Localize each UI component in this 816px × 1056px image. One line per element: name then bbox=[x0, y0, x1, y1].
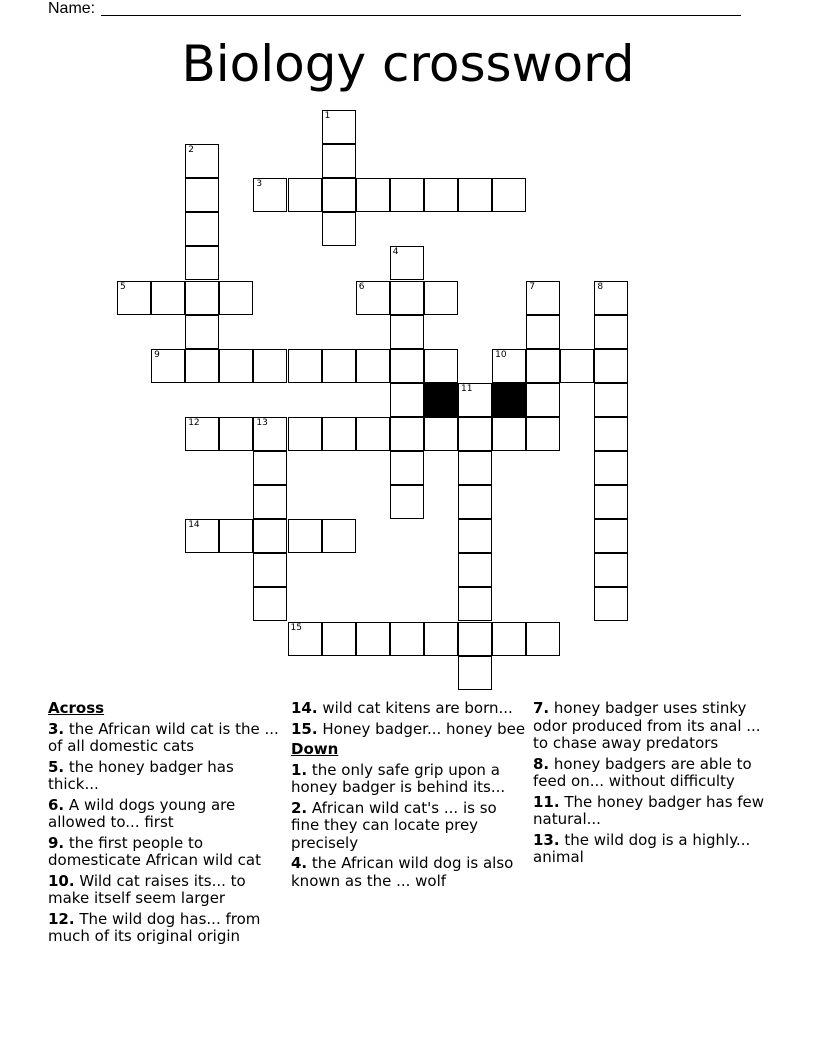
crossword-cell[interactable] bbox=[458, 178, 492, 212]
crossword-cell[interactable] bbox=[322, 622, 356, 656]
crossword-cell[interactable] bbox=[219, 417, 253, 451]
crossword-cell[interactable] bbox=[458, 622, 492, 656]
crossword-cell[interactable] bbox=[594, 383, 628, 417]
crossword-cell[interactable] bbox=[390, 315, 424, 349]
clue-down-11: 11. The honey badger has few natural... bbox=[533, 792, 765, 828]
crossword-cell[interactable] bbox=[390, 178, 424, 212]
crossword-cell[interactable] bbox=[560, 349, 594, 383]
crossword-cell[interactable] bbox=[424, 417, 458, 451]
crossword-cell[interactable] bbox=[288, 519, 322, 553]
clue-down-1: 1. the only safe grip upon a honey badger is behind its... bbox=[291, 760, 506, 796]
crossword-cell[interactable] bbox=[253, 553, 287, 587]
crossword-cell[interactable] bbox=[526, 383, 560, 417]
page-title: Biology crossword bbox=[181, 35, 635, 93]
clue-across-9: 9. the first people to domesticate African wild cat bbox=[48, 833, 261, 869]
crossword-cell[interactable] bbox=[185, 417, 219, 451]
crossword-cell[interactable] bbox=[356, 349, 390, 383]
crossword-cell[interactable] bbox=[288, 622, 322, 656]
crossword-cell[interactable] bbox=[219, 281, 253, 315]
crossword-cell[interactable] bbox=[219, 519, 253, 553]
crossword-cell[interactable] bbox=[390, 383, 424, 417]
crossword-cell[interactable] bbox=[356, 622, 390, 656]
crossword-cell[interactable] bbox=[185, 178, 219, 212]
clue-down-8: 8. honey badgers are able to feed on... without difficulty bbox=[533, 754, 752, 790]
crossword-cell[interactable] bbox=[424, 281, 458, 315]
cell-number: 11 bbox=[461, 383, 473, 394]
crossword-cell[interactable] bbox=[390, 349, 424, 383]
crossword-cell[interactable] bbox=[594, 417, 628, 451]
crossword-cell[interactable] bbox=[322, 212, 356, 246]
crossword-cell[interactable] bbox=[526, 622, 560, 656]
clue-across-10: 10. Wild cat raises its... to make itself seem larger bbox=[48, 871, 246, 907]
crossword-cell[interactable] bbox=[458, 451, 492, 485]
cell-number: 12 bbox=[188, 417, 200, 428]
crossword-cell[interactable] bbox=[458, 417, 492, 451]
clue-down-2: 2. African wild cat's ... is so fine they can locate prey precisely bbox=[291, 798, 497, 852]
crossword-cell[interactable] bbox=[322, 349, 356, 383]
crossword-cell[interactable] bbox=[185, 144, 219, 178]
crossword-cell[interactable] bbox=[151, 281, 185, 315]
crossword-cell[interactable] bbox=[424, 349, 458, 383]
crossword-cell[interactable] bbox=[322, 110, 356, 144]
crossword-cell[interactable] bbox=[390, 417, 424, 451]
cell-number: 14 bbox=[188, 520, 200, 531]
crossword-cell[interactable] bbox=[390, 246, 424, 280]
crossword-cell[interactable] bbox=[322, 519, 356, 553]
crossword-cell[interactable] bbox=[594, 349, 628, 383]
cell-number: 7 bbox=[529, 281, 535, 292]
clues-column-1 bbox=[48, 700, 284, 949]
cell-number: 15 bbox=[290, 622, 302, 633]
crossword-cell[interactable] bbox=[526, 349, 560, 383]
cell-number: 1 bbox=[324, 111, 331, 121]
crossword-cell[interactable] bbox=[253, 349, 287, 383]
crossword-cell[interactable] bbox=[288, 349, 322, 383]
crossword-cell[interactable] bbox=[322, 144, 356, 178]
crossword-cell[interactable] bbox=[424, 622, 458, 656]
clue-down-13: 13. the wild dog is a highly... animal bbox=[533, 830, 751, 866]
cell-number: 8 bbox=[597, 281, 604, 292]
crossword-cell[interactable] bbox=[117, 281, 151, 315]
crossword-cell[interactable] bbox=[356, 417, 390, 451]
crossword-cell[interactable] bbox=[594, 315, 628, 349]
crossword-cell[interactable] bbox=[390, 451, 424, 485]
crossword-cell[interactable] bbox=[594, 519, 628, 553]
crossword-cell[interactable] bbox=[253, 417, 287, 451]
crossword-cell[interactable] bbox=[390, 622, 424, 656]
crossword-cell[interactable] bbox=[458, 383, 492, 417]
cell-number: 4 bbox=[392, 247, 399, 258]
crossword-cell[interactable] bbox=[219, 349, 253, 383]
cell-number: 9 bbox=[154, 349, 160, 360]
crossword-black-cell bbox=[424, 383, 458, 417]
crossword-cell[interactable] bbox=[356, 178, 390, 212]
crossword-cell[interactable] bbox=[253, 451, 287, 485]
crossword-cell[interactable] bbox=[253, 485, 287, 519]
cell-number: 6 bbox=[358, 281, 365, 292]
cell-number: 3 bbox=[256, 179, 263, 190]
crossword-cell[interactable] bbox=[253, 519, 287, 553]
crossword-cell[interactable] bbox=[322, 178, 356, 212]
clue-down-4: 4. the African wild dog is also known as the ... wolf bbox=[291, 854, 514, 890]
crossword-cell[interactable] bbox=[185, 519, 219, 553]
crossword-cell[interactable] bbox=[594, 485, 628, 519]
crossword-cell[interactable] bbox=[458, 485, 492, 519]
crossword-cell[interactable] bbox=[356, 281, 390, 315]
clue-across-15: 15. Honey badger... honey bee bbox=[291, 719, 526, 738]
down-heading: Down bbox=[291, 740, 339, 758]
crossword-cell[interactable] bbox=[185, 281, 219, 315]
crossword-cell[interactable] bbox=[492, 349, 526, 383]
crossword-cell[interactable] bbox=[288, 417, 322, 451]
crossword-cell[interactable] bbox=[288, 178, 322, 212]
crossword-cell[interactable] bbox=[594, 587, 628, 621]
crossword-cell[interactable] bbox=[492, 622, 526, 656]
crossword-cell[interactable] bbox=[458, 519, 492, 553]
crossword-cell[interactable] bbox=[594, 281, 628, 315]
clue-across-5: 5. the honey badger has thick... bbox=[48, 757, 234, 793]
cell-number: 13 bbox=[256, 417, 268, 428]
crossword-cell[interactable] bbox=[526, 417, 560, 451]
name-label: Name: bbox=[48, 0, 96, 17]
crossword-cell[interactable] bbox=[253, 587, 287, 621]
across-heading: Across bbox=[48, 699, 105, 717]
crossword-cell[interactable] bbox=[322, 417, 356, 451]
cell-number: 5 bbox=[120, 281, 126, 292]
crossword-cell[interactable] bbox=[253, 178, 287, 212]
clues-column-3 bbox=[533, 700, 769, 870]
crossword-cell[interactable] bbox=[185, 349, 219, 383]
crossword-cell[interactable] bbox=[594, 553, 628, 587]
crossword-cell[interactable] bbox=[151, 349, 185, 383]
crossword-cell[interactable] bbox=[458, 656, 492, 690]
clue-across-3: 3. the African wild cat is the ... of all domestic cats bbox=[48, 719, 279, 755]
crossword-cell[interactable] bbox=[185, 246, 219, 280]
crossword-black-cell bbox=[492, 383, 526, 417]
crossword-cell[interactable] bbox=[424, 178, 458, 212]
crossword-cell[interactable] bbox=[185, 212, 219, 246]
clues-column-2 bbox=[291, 700, 527, 893]
clue-across-14: 14. wild cat kitens are born... bbox=[291, 699, 513, 717]
cell-number: 10 bbox=[495, 349, 507, 360]
clue-across-12: 12. The wild dog has... from much of its original origin bbox=[48, 909, 261, 945]
crossword-cell[interactable] bbox=[458, 587, 492, 621]
crossword-cell[interactable] bbox=[458, 553, 492, 587]
crossword-cell[interactable] bbox=[594, 451, 628, 485]
clue-across-6: 6. A wild dogs young are allowed to... first bbox=[48, 795, 236, 831]
crossword-cell[interactable] bbox=[492, 178, 526, 212]
crossword-cell[interactable] bbox=[492, 417, 526, 451]
crossword-cell[interactable] bbox=[390, 281, 424, 315]
crossword-cell[interactable] bbox=[185, 315, 219, 349]
clue-down-7: 7. honey badger uses stinky odor produced from its anal ... to chase away predators bbox=[533, 699, 761, 752]
crossword-cell[interactable] bbox=[390, 485, 424, 519]
cell-number: 2 bbox=[188, 145, 194, 156]
crossword-cell[interactable] bbox=[526, 315, 560, 349]
crossword-cell[interactable] bbox=[526, 281, 560, 315]
